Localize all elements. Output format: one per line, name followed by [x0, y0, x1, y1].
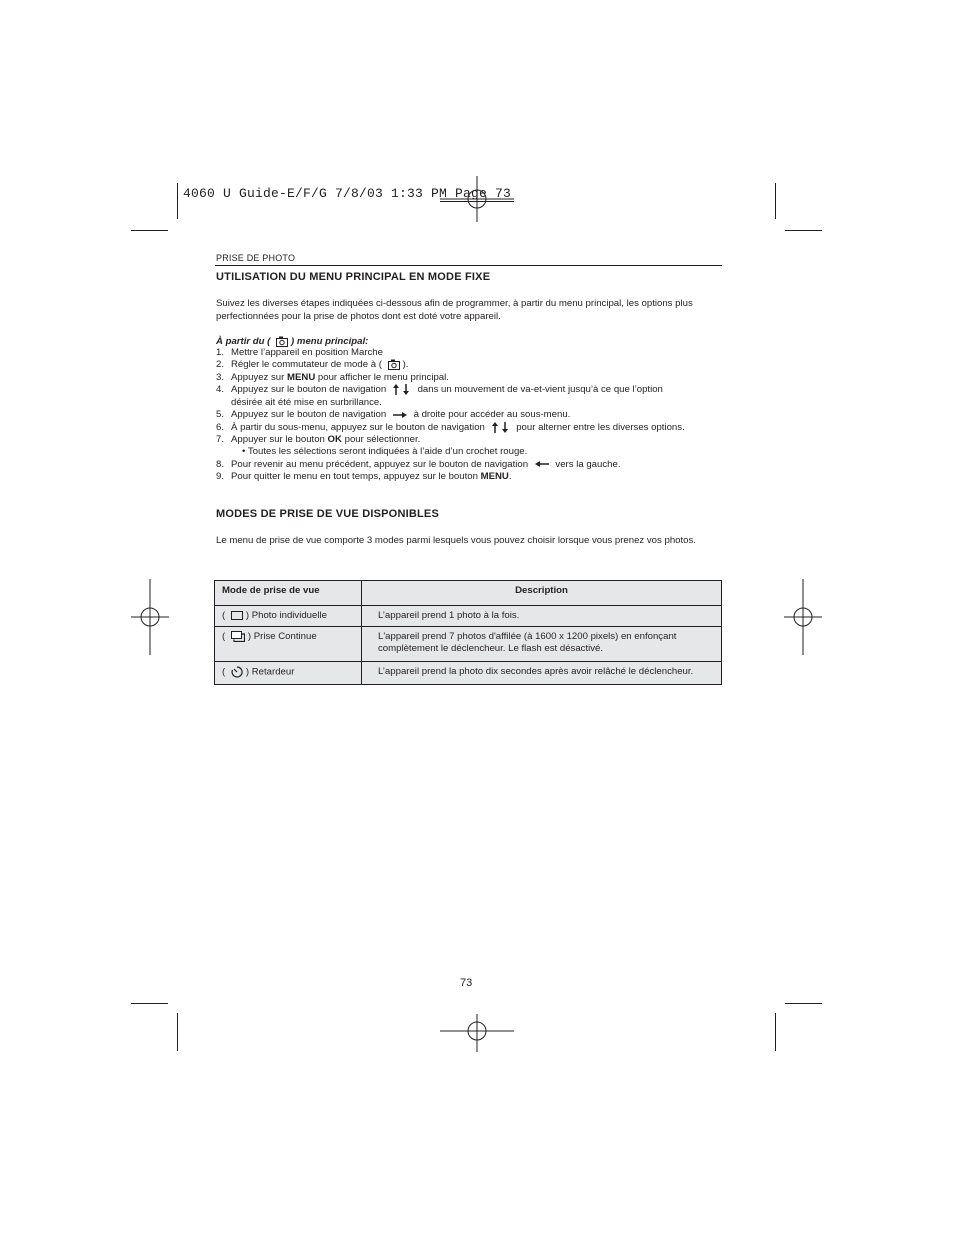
description-cell: L’appareil prend 1 photo à la fois. [362, 606, 722, 627]
section-label: PRISE DE PHOTO [216, 253, 296, 263]
crop-mark [775, 183, 776, 219]
column-header-mode: Mode de prise de vue [215, 581, 362, 606]
single-frame-icon [231, 611, 243, 620]
print-slug: 4060 U Guide-E/F/G 7/8/03 1:33 PM Page 73 [183, 186, 512, 201]
self-timer-icon [231, 666, 243, 678]
column-header-description: Description [362, 581, 722, 606]
table-row [215, 627, 722, 662]
crop-mark [775, 1013, 776, 1051]
mode-cell: ( ) Prise Continue [215, 627, 362, 662]
crop-mark [177, 1013, 178, 1051]
intro-paragraph: Suivez les diverses étapes indiquées ci-dessous afin de programmer, à partir du menu principal, les options plus perfectionnées pour la prise de photos dont est doté votre appareil. [216, 298, 693, 322]
camera-icon [276, 336, 288, 347]
registration-mark-icon [784, 579, 822, 655]
list-item: 9. Pour quitter le menu en tout temps, appuyez sur le bouton MENU. [216, 471, 512, 483]
crop-mark [131, 230, 168, 231]
mode-cell: ( ) Retardeur [215, 662, 362, 685]
steps-list [216, 347, 736, 484]
registration-mark-icon [131, 579, 169, 655]
description-cell: L'appareil prend 7 photos d'affilée (à 1600 x 1200 pixels) en enfonçant complètement le déclencheur. Le flash est désactivé. [362, 627, 722, 662]
list-item: 4. Appuyez sur le bouton de navigation dans un mouvement de va-et-vient jusqu’à ce que l’option désirée ait été mise en surbrillance. [216, 384, 663, 408]
list-item: 8. Pour revenir au menu précédent, appuyez sur le bouton de navigation vers la gauche. [216, 458, 621, 470]
arrow-right-icon [392, 411, 408, 419]
burst-frames-icon [231, 631, 245, 642]
arrow-up-down-icon [392, 384, 412, 395]
table-row [215, 662, 722, 685]
modes-intro-paragraph: Le menu de prise de vue comporte 3 modes parmi lesquels vous pouvez choisir lorsque vous prenez vos photos. [216, 535, 696, 546]
steps-title: À partir du ( ) menu principal: [216, 336, 369, 348]
list-item: 5. Appuyez sur le bouton de navigation à droite pour accéder au sous-menu. [216, 409, 571, 421]
page-number: 73 [460, 977, 473, 989]
section-rule [215, 265, 722, 266]
slug-underline [440, 201, 514, 202]
list-item: 7. Appuyer sur le bouton OK pour sélectionner. • Toutes les sélections seront indiquées à l’aide d’un crochet rouge. [216, 434, 736, 459]
mode-cell: ( ) Photo individuelle [215, 606, 362, 627]
list-item: 6. À partir du sous-menu, appuyez sur le bouton de navigation pour alterner entre les diverses options. [216, 421, 685, 433]
registration-mark-icon [440, 1014, 514, 1052]
description-cell: L’appareil prend la photo dix secondes après avoir relâché le déclencheur. [362, 662, 722, 685]
arrow-up-down-icon [491, 422, 511, 433]
camera-icon [388, 359, 400, 370]
bullet-note: • Toutes les sélections seront indiquées à l’aide d’un crochet rouge. [242, 446, 528, 458]
table-row [215, 606, 722, 627]
heading-shooting-modes: MODES DE PRISE DE VUE DISPONIBLES [216, 508, 439, 520]
crop-mark [131, 1003, 168, 1004]
arrow-left-icon [534, 460, 550, 468]
crop-mark [785, 230, 822, 231]
crop-mark [177, 183, 178, 219]
heading-main-menu: UTILISATION DU MENU PRINCIPAL EN MODE FIXE [216, 271, 491, 283]
table-header-row [215, 581, 722, 606]
modes-table [214, 580, 722, 685]
list-item: 3. Appuyez sur MENU pour afficher le menu principal. [216, 371, 449, 383]
list-item: 1. Mettre l’appareil en position Marche [216, 347, 383, 358]
list-item: 2. Régler le commutateur de mode à ( ). [216, 359, 409, 371]
crop-mark [785, 1003, 822, 1004]
